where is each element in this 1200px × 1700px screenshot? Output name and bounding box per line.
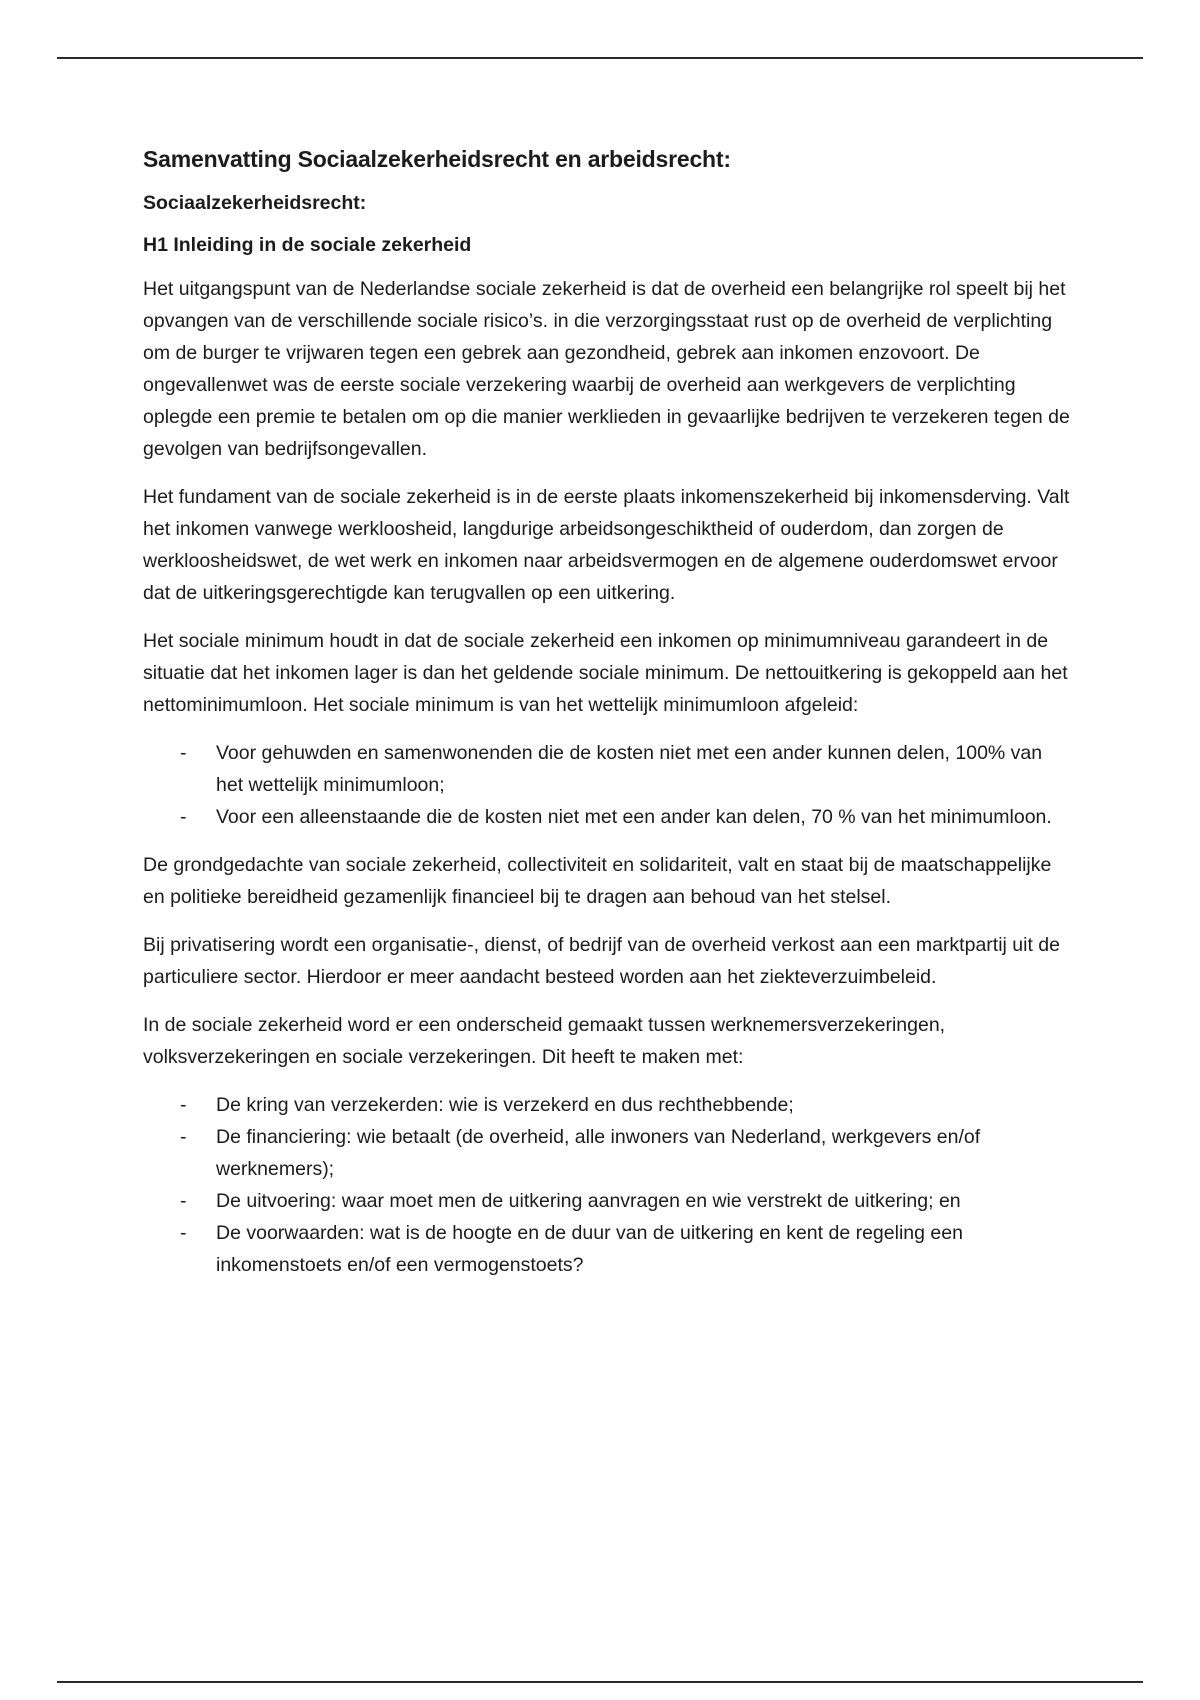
paragraph: Bij privatisering wordt een organisatie-, dienst, of bedrijf van de overheid verkost aan een marktpartij uit de particuliere sector. Hierdoor er meer aandacht besteed worden aan het ziekteverzuimbeleid. xyxy=(143,934,1060,988)
document-body xyxy=(143,143,1073,1297)
list-item-text: De voorwaarden: wat is de hoogte en de duur van de uitkering en kent de regeling een inkomenstoets en/of een vermogenstoets? xyxy=(216,1222,963,1276)
list-item-text: Voor een alleenstaande die de kosten niet met een ander kan delen, 70 % van het minimumloon. xyxy=(216,806,1052,828)
dash-bullet: - xyxy=(180,806,187,828)
dash-bullet: - xyxy=(180,742,187,764)
minimum-list xyxy=(143,737,1073,833)
list-item xyxy=(143,801,1073,833)
paragraph: Het fundament van de sociale zekerheid is in de eerste plaats inkomenszekerheid bij inkomensderving. Valt het inkomen vanwege werkloosheid, langdurige arbeidsongeschiktheid of ouderdom, dan zorgen de werkloosheidswet, de wet werk en inkomen naar arbeidsvermogen en de algemene ouderdomswet ervoor dat de uitkeringsgerechtigde kan terugvallen op een uitkering. xyxy=(143,486,1070,604)
paragraph: Het sociale minimum houdt in dat de sociale zekerheid een inkomen op minimumniveau garandeert in de situatie dat het inkomen lager is dan het geldende sociale minimum. De nettouitkering is gekoppeld aan het nettominimumloon. Het sociale minimum is van het wettelijk minimumloon afgeleid: xyxy=(143,630,1068,716)
document-title: Samenvatting Sociaalzekerheidsrecht en arbeidsrecht: xyxy=(143,146,731,172)
dash-bullet: - xyxy=(180,1126,187,1148)
dash-bullet: - xyxy=(180,1094,187,1116)
paragraph: De grondgedachte van sociale zekerheid, collectiviteit en solidariteit, valt en staat bij de maatschappelijke en politieke bereidheid gezamenlijk financieel bij te dragen aan behoud van het stelsel. xyxy=(143,854,1052,908)
list-item xyxy=(143,1089,1073,1121)
list-item-text: Voor gehuwden en samenwonenden die de kosten niet met een ander kunnen delen, 100% van het wettelijk minimumloon; xyxy=(216,742,1043,796)
paragraph: In de sociale zekerheid word er een onderscheid gemaakt tussen werknemersverzekeringen, volksverzekeringen en sociale verzekeringen. Dit heeft te maken met: xyxy=(143,1014,946,1068)
list-item xyxy=(143,737,1073,801)
list-item xyxy=(143,1185,1073,1217)
list-item xyxy=(143,1121,1073,1185)
list-item-text: De financiering: wie betaalt (de overheid, alle inwoners van Nederland, werkgevers en/of werknemers); xyxy=(216,1126,981,1180)
list-item xyxy=(143,1217,1073,1281)
list-item-text: De kring van verzekerden: wie is verzekerd en dus rechthebbende; xyxy=(216,1094,794,1116)
footer-rule xyxy=(57,1681,1143,1683)
chapter-heading: H1 Inleiding in de sociale zekerheid xyxy=(143,234,472,256)
paragraph: Het uitgangspunt van de Nederlandse sociale zekerheid is dat de overheid een belangrijke rol speelt bij het opvangen van de verschillende sociale risico’s. in die verzorgingsstaat rust op de overheid de verplichting om de burger te vrijwaren tegen een gebrek aan gezondheid, gebrek aan inkomen enzovoort. De ongevallenwet was de eerste sociale verzekering waarbij de overheid aan werkgevers de verplichting oplegde een premie te betalen om op die manier werklieden in gevaarlijke bedrijven te verzekeren tegen de gevolgen van bedrijfsongevallen. xyxy=(143,278,1070,460)
criteria-list xyxy=(143,1089,1073,1281)
section-heading: Sociaalzekerheidsrecht: xyxy=(143,192,367,214)
dash-bullet: - xyxy=(180,1222,187,1244)
dash-bullet: - xyxy=(180,1190,187,1212)
header-rule xyxy=(57,57,1143,59)
list-item-text: De uitvoering: waar moet men de uitkering aanvragen en wie verstrekt de uitkering; en xyxy=(216,1190,961,1212)
